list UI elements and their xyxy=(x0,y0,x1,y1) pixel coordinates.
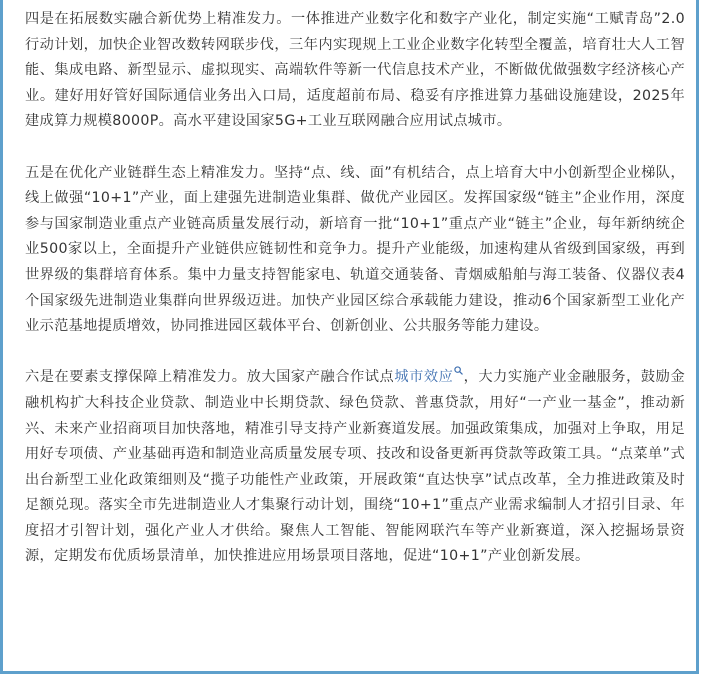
paragraph-six-text-start: 六是在要素支撑保障上精准发力。放大国家产融合作试点 xyxy=(25,369,395,386)
article-content xyxy=(25,7,685,596)
city-effect-link-text[interactable]: 城市效应 xyxy=(394,369,454,386)
paragraph-six xyxy=(25,365,685,570)
city-effect-search-link[interactable] xyxy=(394,369,463,385)
paragraph-four: 四是在拓展数实融合新优势上精准发力。一体推进产业数字化和数字产业化，制定实施“工赋青岛”2.0行动计划，加快企业智改数转网联步伐，三年内实现规上工业企业数字化转型全覆盖，培育壮大人工智能、集成电路、新型显示、虚拟现实、高端软件等新一代信息技术产业，不断做优做强数字经济核心产业。建好用好管好国际通信业务出入口局，适度超前布局、稳妥有序推进算力基础设施建设，2025年建成算力规模8000P。高水平建设国家5G+工业互联网融合应用试点城市。 xyxy=(25,11,685,130)
paragraph-five: 五是在优化产业链群生态上精准发力。坚持“点、线、面”有机结合，点上培育大中小创新型企业梯队，线上做强“10+1”产业，面上建强先进制造业集群、做优产业园区。发挥国家级“链主”企业作用，深度参与国家制造业重点产业链高质量发展行动，新培育一批“10+1”重点产业“链主”企业，每年新纳统企业500家以上，全面提升产业链供应链韧性和竞争力。提升产业能级，加速构建从省级到国家级，再到世界级的集群培育体系。集中力量支持智能家电、轨道交通装备、青烟威船舶与海工装备、仪器仪表4个国家级先进制造业集群向世界级迈进。加快产业园区综合承载能力建设，推动6个国家新型工业化产业示范基地提质增效，协同推进园区载体平台、创新创业、公共服务等能力建设。 xyxy=(25,164,685,335)
paragraph-six-text-end: ，大力实施产业金融服务，鼓励金融机构扩大科技企业贷款、制造业中长期贷款、绿色贷款、普惠贷款，用好“一产业一基金”，推动新兴、未来产业招商项目加快落地，精准引导支持产业新赛道发展。加强政策集成，加强对上争取，用足用好专项债、产业基础再造和制造业高质量发展专项、技改和设备更新再贷款等政策工具。“点菜单”式出台新型工业化政策细则及“揽子功能性产业政策，开展政策“直达快享”试点改革，全力推进政策及时足额兑现。落实全市先进制造业人才集聚行动计划，围绕“10+1”重点产业需求编制人才招引目录、年度招才引智计划，强化产业人才供给。聚焦人工智能、智能网联汽车等产业新赛道，深入挖掘场景资源，定期发布优质场景清单，加快推进应用场景项目落地，促进“10+1”产业创新发展。 xyxy=(25,369,685,565)
